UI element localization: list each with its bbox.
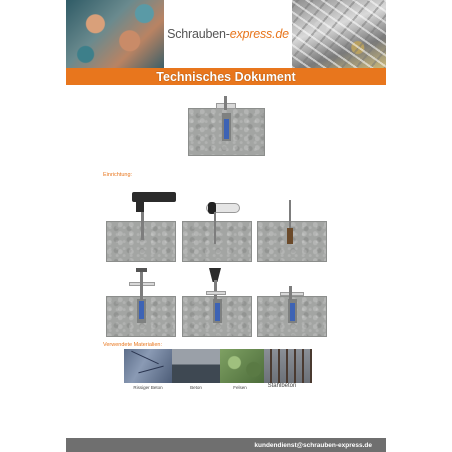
contact-email-link[interactable]: kundendienst@schrauben-express.de xyxy=(254,441,372,449)
drill-handle xyxy=(136,200,144,212)
material-caption-rock: Felsen xyxy=(233,385,247,390)
installed-anchor-illustration xyxy=(188,108,265,156)
logo-text xyxy=(167,27,289,41)
insert-tool-top xyxy=(136,268,147,272)
brand-logo xyxy=(164,0,292,68)
material-reinforced-concrete-image xyxy=(264,349,312,383)
finished-rod xyxy=(289,286,292,300)
brush-bristles xyxy=(287,228,293,244)
setting-rod xyxy=(214,280,217,300)
step-insert-anchor-illustration xyxy=(106,296,176,337)
logo-accent: express.de xyxy=(229,27,289,41)
material-caption-reinforced-concrete: Stahlbeton xyxy=(267,383,297,389)
tools-photo xyxy=(66,0,164,68)
header-banner xyxy=(66,0,386,68)
threaded-rod xyxy=(224,96,227,110)
material-caption-cracked-concrete: Rissiger Beton xyxy=(133,385,163,390)
step-clean-illustration xyxy=(182,221,252,262)
logo-main: Schrauben- xyxy=(167,27,230,41)
material-cracked-concrete-image xyxy=(124,349,172,383)
insert-rod xyxy=(140,270,143,300)
material-caption-concrete: Beton xyxy=(190,385,202,390)
title-bar xyxy=(66,68,386,85)
document-title: Technisches Dokument xyxy=(156,69,296,84)
materials-heading: Verwendete Materialien: xyxy=(103,342,163,348)
material-rock-image xyxy=(220,349,268,383)
footer-bar xyxy=(66,438,386,452)
pump-tube xyxy=(214,212,216,244)
step-set-anchor-illustration xyxy=(182,296,252,337)
finished-bracket xyxy=(280,292,304,296)
document-page xyxy=(66,0,386,452)
cleaning-brush xyxy=(289,200,291,228)
set-bracket xyxy=(206,291,226,295)
screws-photo xyxy=(292,0,386,68)
material-concrete-image xyxy=(172,349,220,383)
setup-heading: Einrichtung: xyxy=(103,172,133,178)
step-finished-anchor-illustration xyxy=(257,296,327,337)
